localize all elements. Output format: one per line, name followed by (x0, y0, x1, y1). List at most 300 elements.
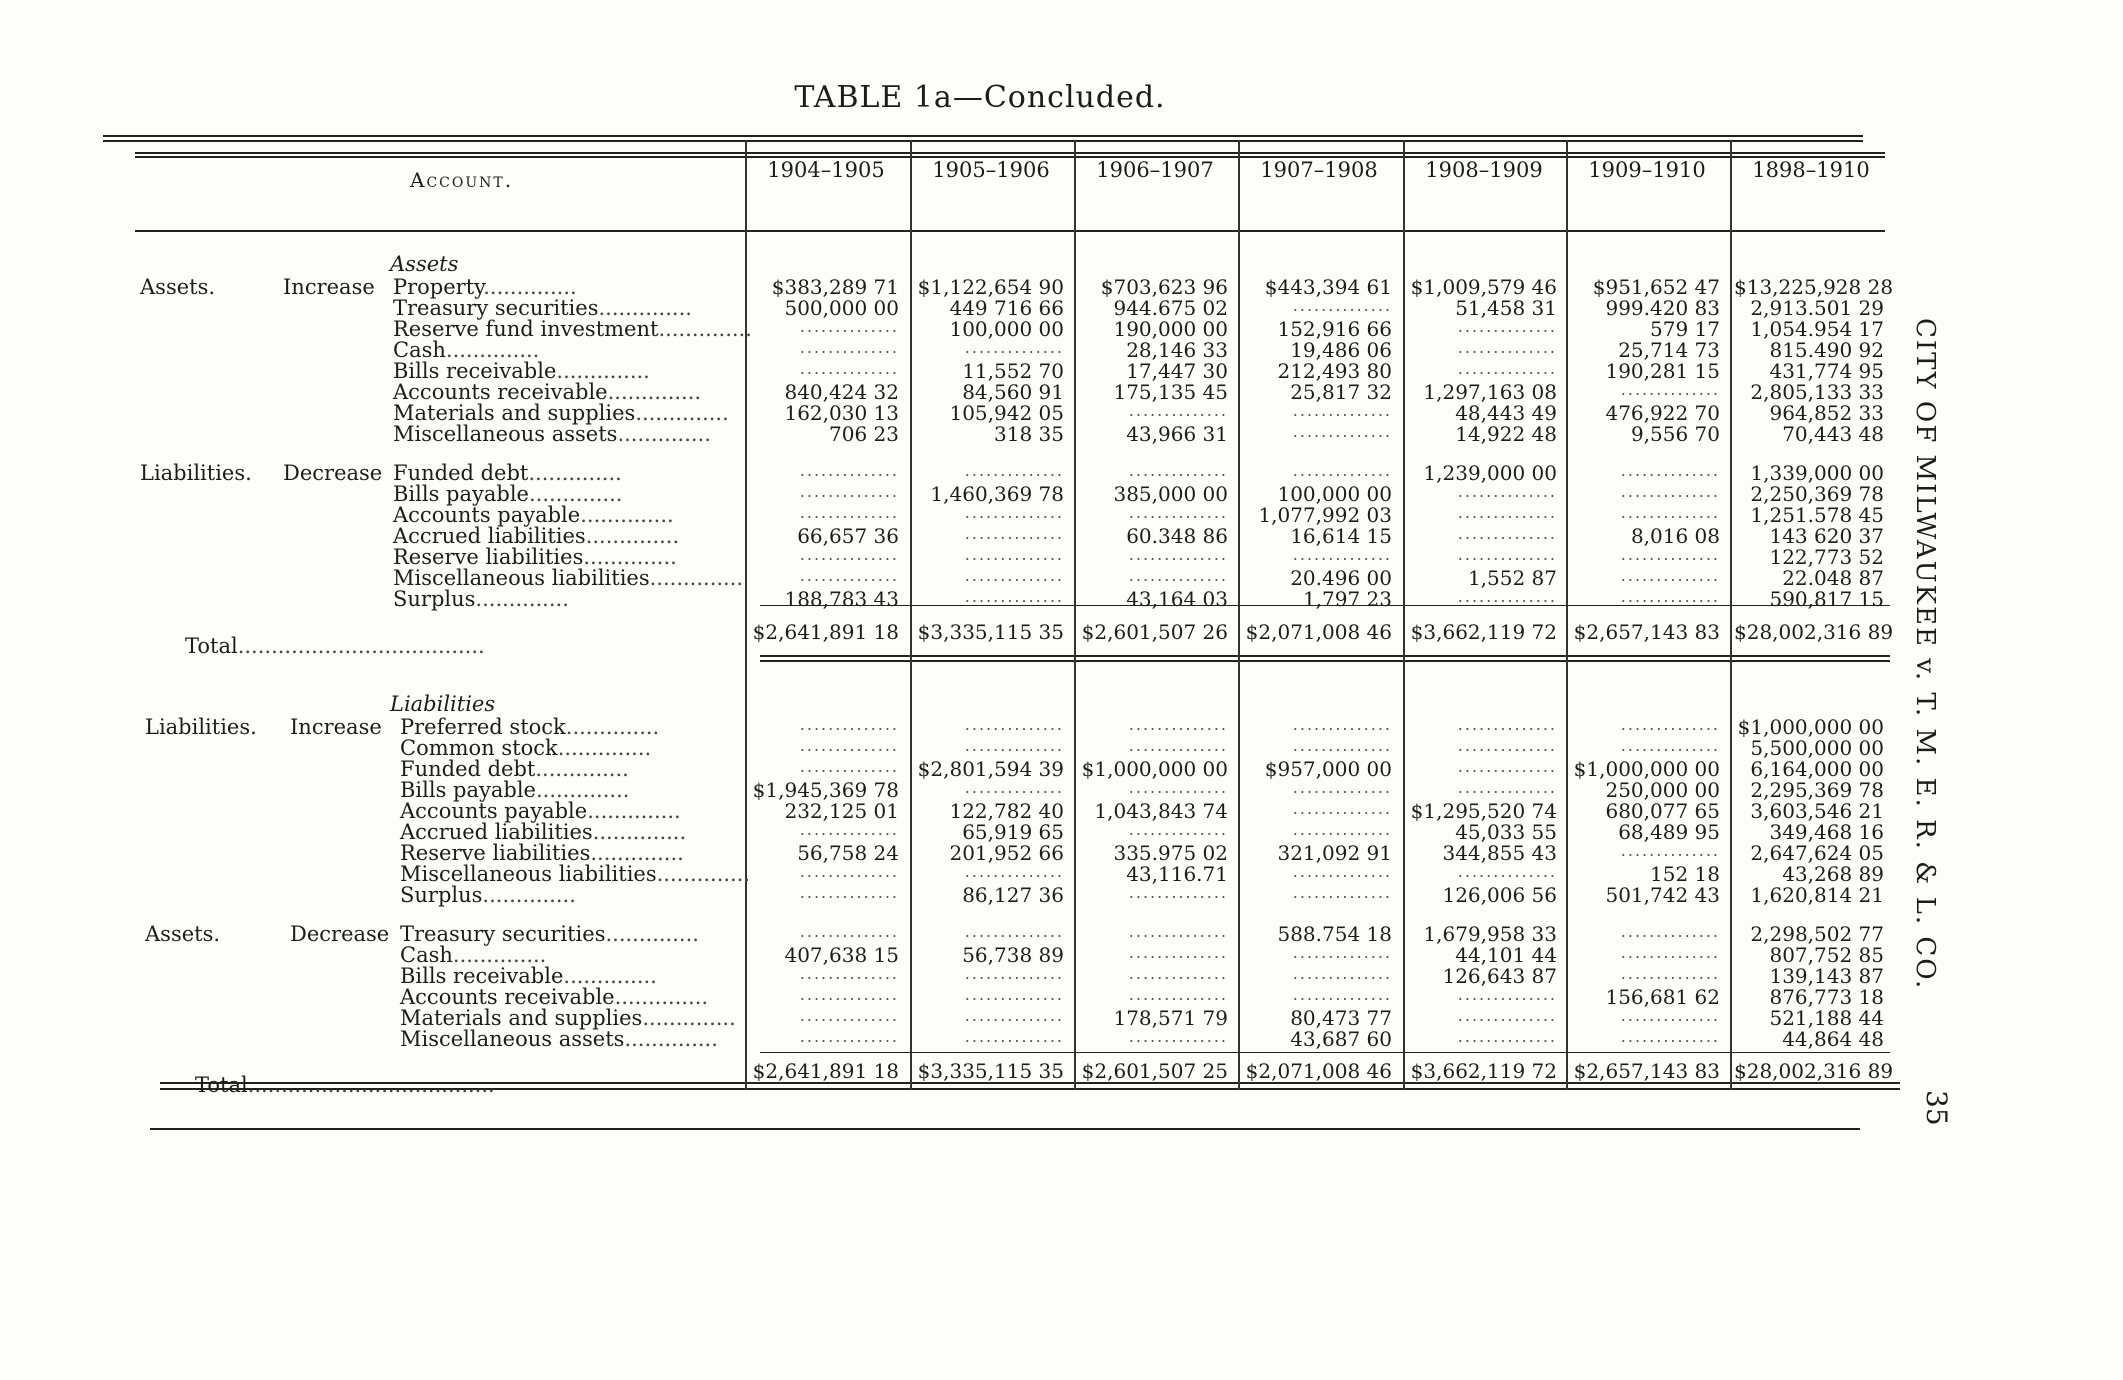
empty-cell: .............. (1620, 380, 1720, 399)
table-cell: 122,782 40 (949, 799, 1064, 823)
leader-dots: .............. (658, 317, 752, 341)
table-cell: 590,817 15 (1769, 587, 1884, 611)
row-label: Common stock.............. (400, 736, 652, 760)
total-cell: $2,601,507 25 (1081, 1059, 1228, 1083)
table-cell: 1,620,814 21 (1750, 883, 1884, 907)
table-cell: 5,500,000 00 (1750, 736, 1884, 760)
horizontal-rule (103, 135, 1863, 137)
table-cell: 178,571 79 (1113, 1006, 1228, 1030)
table-cell: 2,647,624 05 (1750, 841, 1884, 865)
table-cell: 188,783 43 (784, 587, 899, 611)
table-cell: 385,000 00 (1113, 482, 1228, 506)
row-label: Miscellaneous assets.............. (393, 422, 711, 446)
empty-cell: .............. (799, 715, 899, 734)
table-cell: 126,006 56 (1442, 883, 1557, 907)
empty-cell: .............. (1128, 922, 1228, 941)
table-cell: 25,817 32 (1290, 380, 1392, 404)
empty-cell: .............. (1128, 461, 1228, 480)
total-cell: $3,335,115 35 (917, 1059, 1064, 1083)
row-label: Bills payable.............. (393, 482, 623, 506)
empty-cell: .............. (964, 566, 1064, 585)
empty-cell: .............. (799, 317, 899, 336)
empty-cell: .............. (1620, 461, 1720, 480)
column-header: 1907–1908 (1260, 158, 1378, 182)
table-cell: 84,560 91 (962, 380, 1064, 404)
row-label: Surplus.............. (393, 587, 569, 611)
empty-cell: .............. (799, 1006, 899, 1025)
empty-cell: .............. (964, 587, 1064, 606)
table-cell: 1,552 87 (1467, 566, 1557, 590)
empty-cell: .............. (799, 1027, 899, 1046)
table-cell: 143 620 37 (1769, 524, 1884, 548)
leader-dots: .............. (563, 964, 657, 988)
empty-cell: .............. (964, 985, 1064, 1004)
leader-dots: .............. (580, 503, 674, 527)
column-divider (910, 140, 912, 1090)
leader-dots: .............. (617, 422, 711, 446)
table-cell: 100,000 00 (1277, 482, 1392, 506)
row-label: Surplus.............. (400, 883, 576, 907)
horizontal-rule (150, 1128, 1860, 1130)
leader-dots: .............. (614, 985, 709, 1009)
table-cell: $1,122,654 90 (917, 275, 1064, 299)
table-cell: 706 23 (829, 422, 899, 446)
table-cell: 1,460,369 78 (930, 482, 1064, 506)
empty-cell: .............. (1620, 1027, 1720, 1046)
table-cell: 6,164,000 00 (1750, 757, 1884, 781)
table-cell: 449 716 66 (949, 296, 1064, 320)
leader-dots: .............. (590, 841, 684, 865)
leader-dots: .............. (482, 883, 576, 907)
table-cell: 8,016 08 (1630, 524, 1720, 548)
total-cell: $2,641,891 18 (752, 1059, 899, 1083)
section-title: Assets (390, 252, 459, 276)
group-label: Liabilities. (140, 461, 252, 485)
empty-cell: .............. (1620, 545, 1720, 564)
leader-dots: .............. (445, 338, 540, 362)
empty-cell: .............. (1620, 964, 1720, 983)
empty-cell: .............. (1457, 985, 1557, 1004)
table-cell: 66,657 36 (797, 524, 899, 548)
table-cell: 68,489 95 (1618, 820, 1720, 844)
leader-dots: .............. (565, 715, 660, 739)
table-cell: 156,681 62 (1605, 985, 1720, 1009)
table-cell: $951,652 47 (1592, 275, 1720, 299)
empty-cell: .............. (799, 964, 899, 983)
table-cell: 139,143 87 (1769, 964, 1884, 988)
table-cell: 65,919 65 (962, 820, 1064, 844)
empty-cell: .............. (964, 524, 1064, 543)
table-cell: 1,239,000 00 (1423, 461, 1557, 485)
total-cell: $28,002,316 89 (1734, 620, 1894, 644)
table-title: TABLE 1a—Concluded. (794, 80, 1166, 115)
table-cell: 152 18 (1650, 862, 1720, 886)
leader-dots: .............. (598, 296, 692, 320)
table-cell: 2,913.501 29 (1750, 296, 1884, 320)
table-cell: 944.675 02 (1113, 296, 1228, 320)
group-kind: Increase (290, 715, 382, 739)
total-cell: $2,657,143 83 (1573, 1059, 1720, 1083)
table-cell: 14,922 48 (1455, 422, 1557, 446)
table-cell: 501,742 43 (1605, 883, 1720, 907)
table-cell: $2,801,594 39 (917, 757, 1064, 781)
empty-cell: .............. (964, 778, 1064, 797)
empty-cell: .............. (1620, 841, 1720, 860)
table-cell: 105,942 05 (949, 401, 1064, 425)
table-cell: $1,945,369 78 (752, 778, 899, 802)
empty-cell: .............. (1128, 715, 1228, 734)
empty-cell: .............. (1292, 545, 1392, 564)
empty-cell: .............. (1128, 943, 1228, 962)
table-cell: 48,443 49 (1455, 401, 1557, 425)
table-cell: 1,054.954 17 (1750, 317, 1884, 341)
empty-cell: .............. (1457, 338, 1557, 357)
table-cell: 840,424 32 (784, 380, 899, 404)
total-label: Total..................................... (185, 634, 485, 658)
empty-cell: .............. (1128, 820, 1228, 839)
table-cell: 1,297,163 08 (1423, 380, 1557, 404)
empty-cell: .............. (964, 1006, 1064, 1025)
table-cell: 17,447 30 (1126, 359, 1228, 383)
empty-cell: .............. (964, 503, 1064, 522)
empty-cell: .............. (1292, 862, 1392, 881)
row-label: Accrued liabilities.............. (393, 524, 680, 548)
table-cell: 318 35 (994, 422, 1064, 446)
leader-dots: .............. (528, 461, 622, 485)
leader-dots: .............. (624, 1027, 718, 1051)
empty-cell: .............. (1457, 736, 1557, 755)
table-cell: 232,125 01 (784, 799, 899, 823)
empty-cell: .............. (1457, 482, 1557, 501)
empty-cell: .............. (799, 820, 899, 839)
empty-cell: .............. (1620, 503, 1720, 522)
empty-cell: .............. (799, 922, 899, 941)
empty-cell: .............. (1128, 883, 1228, 902)
table-cell: 680,077 65 (1605, 799, 1720, 823)
table-cell: 11,552 70 (962, 359, 1064, 383)
row-label: Reserve fund investment.............. (393, 317, 752, 341)
table-cell: 122,773 52 (1769, 545, 1884, 569)
table-cell: 1,797 23 (1302, 587, 1392, 611)
empty-cell: .............. (1292, 715, 1392, 734)
table-cell: 51,458 31 (1455, 296, 1557, 320)
row-label: Property.............. (393, 275, 577, 299)
table-cell: 86,127 36 (962, 883, 1064, 907)
table-cell: 2,295,369 78 (1750, 778, 1884, 802)
row-label: Bills receivable.............. (400, 964, 657, 988)
group-kind: Increase (283, 275, 375, 299)
empty-cell: .............. (799, 985, 899, 1004)
table-cell: 25,714 73 (1618, 338, 1720, 362)
table-cell: 43,116.71 (1126, 862, 1228, 886)
table-cell: $13,225,928 28 (1734, 275, 1894, 299)
table-cell: 162,030 13 (784, 401, 899, 425)
horizontal-rule (103, 140, 1863, 142)
account-header: Account. (410, 168, 514, 192)
empty-cell: .............. (1457, 862, 1557, 881)
table-cell: 43,164 03 (1126, 587, 1228, 611)
empty-cell: .............. (799, 566, 899, 585)
table-cell: 70,443 48 (1782, 422, 1884, 446)
table-cell: 579 17 (1650, 317, 1720, 341)
row-label: Funded debt.............. (393, 461, 622, 485)
empty-cell: .............. (1128, 736, 1228, 755)
table-cell: 407,638 15 (784, 943, 899, 967)
total-cell: $2,601,507 26 (1081, 620, 1228, 644)
table-cell: 19,486 06 (1290, 338, 1392, 362)
table-cell: 9,556 70 (1630, 422, 1720, 446)
empty-cell: .............. (1620, 715, 1720, 734)
leader-dots: .............. (557, 736, 652, 760)
empty-cell: .............. (1128, 964, 1228, 983)
empty-cell: .............. (1128, 778, 1228, 797)
leader-dots: .............. (583, 545, 677, 569)
column-divider (1403, 140, 1405, 1090)
table-cell: 3,603,546 21 (1750, 799, 1884, 823)
row-label: Accounts receivable.............. (400, 985, 709, 1009)
empty-cell: .............. (1457, 587, 1557, 606)
leader-dots: .............. (607, 380, 702, 404)
table-cell: 876,773 18 (1769, 985, 1884, 1009)
table-cell: 1,679,958 33 (1423, 922, 1557, 946)
empty-cell: .............. (799, 338, 899, 357)
total-cell: $3,662,119 72 (1410, 1059, 1557, 1083)
table-cell: 28,146 33 (1126, 338, 1228, 362)
empty-cell: .............. (1128, 503, 1228, 522)
empty-cell: .............. (1457, 715, 1557, 734)
row-label: Reserve liabilities.............. (400, 841, 684, 865)
table-cell: 60.348 86 (1126, 524, 1228, 548)
leader-dots: .............. (535, 757, 629, 781)
empty-cell: .............. (1292, 943, 1392, 962)
column-divider (1238, 140, 1240, 1090)
row-label: Preferred stock.............. (400, 715, 660, 739)
section-title: Liabilities (390, 692, 496, 716)
empty-cell: .............. (1620, 943, 1720, 962)
empty-cell: .............. (1457, 317, 1557, 336)
column-header: 1904–1905 (767, 158, 885, 182)
table-cell: 2,250,369 78 (1750, 482, 1884, 506)
row-label: Accounts receivable.............. (393, 380, 702, 404)
table-cell: 212,493 80 (1277, 359, 1392, 383)
table-cell: 100,000 00 (949, 317, 1064, 341)
total-cell: $2,071,008 46 (1245, 620, 1392, 644)
leader-dots: .............. (605, 922, 699, 946)
page-number: 35 (1920, 1090, 1953, 1126)
column-divider (1566, 140, 1568, 1090)
empty-cell: .............. (1128, 985, 1228, 1004)
empty-cell: .............. (964, 545, 1064, 564)
leader-dots: .............. (656, 862, 751, 886)
empty-cell: .............. (1292, 401, 1392, 420)
empty-cell: .............. (799, 545, 899, 564)
empty-cell: .............. (1292, 736, 1392, 755)
leader-dots: .............. (475, 587, 569, 611)
table-cell: 250,000 00 (1605, 778, 1720, 802)
empty-cell: .............. (1457, 503, 1557, 522)
empty-cell: .............. (1620, 922, 1720, 941)
row-label: Miscellaneous assets.............. (400, 1027, 718, 1051)
row-label: Miscellaneous liabilities.............. (400, 862, 751, 886)
empty-cell: .............. (1292, 964, 1392, 983)
table-cell: 152,916 66 (1277, 317, 1392, 341)
leader-dots: .............. (452, 943, 547, 967)
empty-cell: .............. (964, 862, 1064, 881)
empty-cell: .............. (1128, 401, 1228, 420)
total-cell: $3,335,115 35 (917, 620, 1064, 644)
table-cell: 521,188 44 (1769, 1006, 1884, 1030)
row-label: Funded debt.............. (400, 757, 629, 781)
empty-cell: .............. (1620, 736, 1720, 755)
horizontal-rule (760, 1052, 1890, 1053)
column-divider (1074, 140, 1076, 1090)
row-label: Bills payable.............. (400, 778, 630, 802)
table-cell: 45,033 55 (1455, 820, 1557, 844)
table-cell: 56,758 24 (797, 841, 899, 865)
row-label: Cash.............. (400, 943, 547, 967)
row-label: Accounts payable.............. (400, 799, 681, 823)
group-kind: Decrease (283, 461, 383, 485)
table-cell: 321,092 91 (1277, 841, 1392, 865)
leader-dots: .............. (635, 401, 729, 425)
row-label: Cash.............. (393, 338, 540, 362)
leader-dots: .............. (585, 524, 680, 548)
group-label: Assets. (145, 922, 221, 946)
table-cell: 500,000 00 (784, 296, 899, 320)
table-cell: $1,000,000 00 (1081, 757, 1228, 781)
empty-cell: .............. (1292, 778, 1392, 797)
table-cell: 964,852 33 (1769, 401, 1884, 425)
table-cell: 588.754 18 (1277, 922, 1392, 946)
empty-cell: .............. (1457, 778, 1557, 797)
empty-cell: .............. (964, 338, 1064, 357)
table-cell: 56,738 89 (962, 943, 1064, 967)
empty-cell: .............. (799, 736, 899, 755)
table-cell: 349,468 16 (1769, 820, 1884, 844)
table-cell: 175,135 45 (1113, 380, 1228, 404)
side-running-title: CITY OF MILWAUKEE v. T. M. E. R. & L. CO. (1910, 318, 1940, 991)
total-cell: $3,662,119 72 (1410, 620, 1557, 644)
table-cell: 1,339,000 00 (1750, 461, 1884, 485)
empty-cell: .............. (1457, 1006, 1557, 1025)
table-cell: 44,101 44 (1455, 943, 1557, 967)
table-cell: $383,289 71 (771, 275, 899, 299)
leader-dots: .............. (556, 359, 650, 383)
empty-cell: .............. (799, 503, 899, 522)
table-cell: 1,043,843 74 (1094, 799, 1228, 823)
column-divider (1730, 140, 1732, 1090)
empty-cell: .............. (1292, 422, 1392, 441)
empty-cell: .............. (799, 862, 899, 881)
horizontal-rule (135, 152, 1885, 154)
row-label: Materials and supplies.............. (400, 1006, 736, 1030)
table-cell: 43,268 89 (1782, 862, 1884, 886)
table-cell: 22.048 87 (1782, 566, 1884, 590)
leader-dots: .............. (592, 820, 687, 844)
leader-dots: .............. (528, 482, 623, 506)
table-cell: 815.490 92 (1769, 338, 1884, 362)
table-cell: 431,774 95 (1769, 359, 1884, 383)
table-cell: 1,251.578 45 (1750, 503, 1884, 527)
group-label: Assets. (140, 275, 216, 299)
table-cell: 43,687 60 (1290, 1027, 1392, 1051)
empty-cell: .............. (1292, 883, 1392, 902)
table-cell: $703,623 96 (1100, 275, 1228, 299)
empty-cell: .............. (1292, 799, 1392, 818)
row-label: Treasury securities.............. (393, 296, 692, 320)
total-cell: $2,641,891 18 (752, 620, 899, 644)
empty-cell: .............. (1457, 545, 1557, 564)
empty-cell: .............. (964, 964, 1064, 983)
empty-cell: .............. (1292, 461, 1392, 480)
table-cell: 190,000 00 (1113, 317, 1228, 341)
table-cell: $1,000,000 00 (1573, 757, 1720, 781)
table-cell: 126,643 87 (1442, 964, 1557, 988)
empty-cell: .............. (799, 883, 899, 902)
table-cell: 20.496 00 (1290, 566, 1392, 590)
empty-cell: .............. (1457, 757, 1557, 776)
group-kind: Decrease (290, 922, 390, 946)
table-cell: 2,298,502 77 (1750, 922, 1884, 946)
empty-cell: .............. (1292, 985, 1392, 1004)
empty-cell: .............. (1457, 1027, 1557, 1046)
empty-cell: .............. (1128, 545, 1228, 564)
total-label: Total..................................... (195, 1073, 495, 1097)
column-header: 1908–1909 (1425, 158, 1543, 182)
column-divider (745, 140, 747, 1090)
empty-cell: .............. (964, 1027, 1064, 1046)
table-cell: 999.420 83 (1605, 296, 1720, 320)
row-label: Bills receivable.............. (393, 359, 650, 383)
table-cell: $1,009,579 46 (1410, 275, 1557, 299)
group-label: Liabilities. (145, 715, 257, 739)
horizontal-rule (760, 655, 1890, 657)
table-cell: 16,614 15 (1290, 524, 1392, 548)
table-cell: 2,805,133 33 (1750, 380, 1884, 404)
horizontal-rule (760, 660, 1890, 662)
empty-cell: .............. (799, 757, 899, 776)
table-cell: $443,394 61 (1264, 275, 1392, 299)
row-label: Accrued liabilities.............. (400, 820, 687, 844)
table-cell: 807,752 85 (1769, 943, 1884, 967)
empty-cell: .............. (1457, 524, 1557, 543)
empty-cell: .............. (964, 461, 1064, 480)
empty-cell: .............. (964, 922, 1064, 941)
leader-dots: .............. (649, 566, 744, 590)
table-cell: $1,295,520 74 (1410, 799, 1557, 823)
column-header: 1905–1906 (932, 158, 1050, 182)
leader-dots: .............. (587, 799, 681, 823)
column-header: 1906–1907 (1096, 158, 1214, 182)
empty-cell: .............. (799, 482, 899, 501)
table-cell: 44,864 48 (1782, 1027, 1884, 1051)
table-cell: 80,473 77 (1290, 1006, 1392, 1030)
table-cell: 201,952 66 (949, 841, 1064, 865)
empty-cell: .............. (964, 715, 1064, 734)
column-header: 1898–1910 (1752, 158, 1870, 182)
row-label: Reserve liabilities.............. (393, 545, 677, 569)
empty-cell: .............. (1620, 587, 1720, 606)
empty-cell: .............. (1457, 359, 1557, 378)
total-cell: $2,071,008 46 (1245, 1059, 1392, 1083)
row-label: Accounts payable.............. (393, 503, 674, 527)
table-cell: 1,077,992 03 (1258, 503, 1392, 527)
horizontal-rule (135, 230, 1885, 232)
leader-dots: .............. (483, 275, 577, 299)
column-header: 1909–1910 (1588, 158, 1706, 182)
empty-cell: .............. (1620, 1006, 1720, 1025)
table-cell: 476,922 70 (1605, 401, 1720, 425)
